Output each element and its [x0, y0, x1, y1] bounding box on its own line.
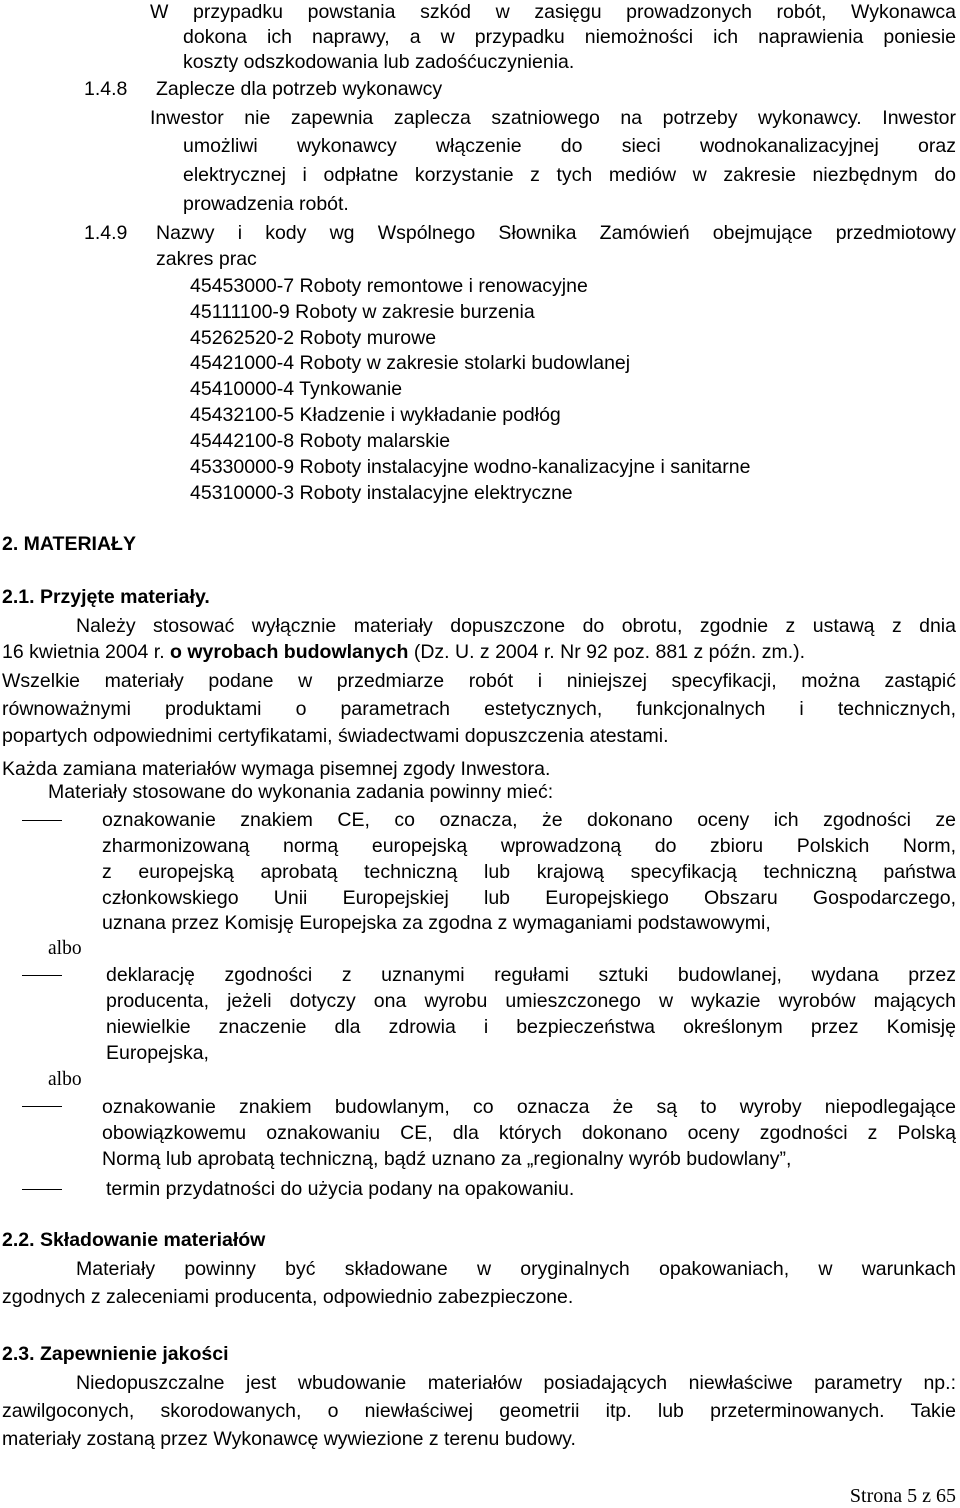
code-item: 45262520-2 Roboty murowe: [190, 327, 437, 349]
dash-bullet-icon: [22, 1189, 62, 1190]
bullet-line: Normą lub aprobatą techniczną, bądź uznano za „regionalny wyrób budowlany”,: [102, 1148, 792, 1170]
chapter-heading: 2. MATERIAŁY: [2, 533, 136, 555]
code-item: 45111100-9 Roboty w zakresie burzenia: [190, 301, 535, 323]
bullet-line: zharmonizowaną normą europejską wprowadzoną do zbioru Polskich Norm,: [102, 835, 956, 857]
section-title: Zaplecze dla potrzeb wykonawcy: [156, 78, 443, 100]
bullet-line: deklarację zgodności z uznanymi regułami sztuki budowlanej, wydana przez: [106, 964, 956, 986]
paragraph-line: zawilgoconych, skorodowanych, o niewłaściwej geometrii itp. lub przeterminowanych. Takie: [2, 1400, 956, 1422]
section-heading: 2.1. Przyjęte materiały.: [2, 586, 210, 608]
section-number: 1.4.8: [84, 78, 128, 100]
bullet-line: oznakowanie znakiem budowlanym, co oznacza że są to wyroby niepodlegające: [102, 1096, 956, 1118]
bullet-line: uznana przez Komisję Europejska za zgodna z wymaganiami podstawowymi,: [102, 912, 771, 934]
section-heading: 2.2. Składowanie materiałów: [2, 1229, 266, 1251]
paragraph-line: prowadzenia robót.: [183, 193, 349, 215]
paragraph-line: Niedopuszczalne jest wbudowanie materiałów posiadających niewłaściwe parametry np.:: [76, 1372, 956, 1394]
paragraph-line: popartych odpowiednimi certyfikatami, świadectwami dopuszczenia atestami.: [2, 725, 669, 747]
paragraph-line: dokona ich naprawy, a w przypadku niemożności ich naprawienia poniesie: [183, 26, 956, 48]
bullet-line: członkowskiego Unii Europejskiej lub Europejskiego Obszaru Gospodarczego,: [102, 887, 956, 909]
connector-word: albo: [48, 938, 82, 959]
dash-bullet-icon: [22, 820, 62, 821]
paragraph-line: elektrycznej i odpłatne korzystanie z tych mediów w zakresie niezbędnym do: [183, 164, 956, 186]
act-title: o wyrobach budowlanych: [170, 641, 409, 663]
code-item: 45453000-7 Roboty remontowe i renowacyjne: [190, 275, 588, 297]
code-item: 45330000-9 Roboty instalacyjne wodno-kanalizacyjne i sanitarne: [190, 456, 751, 478]
code-item: 45442100-8 Roboty malarskie: [190, 430, 451, 452]
page-number: Strona 5 z 65: [849, 1485, 956, 1507]
paragraph-line: równoważnymi produktami o parametrach estetycznych, funkcjonalnych i technicznych,: [2, 698, 956, 720]
bullet-line: z europejską aprobatą techniczną lub krajową specyfikacją techniczną państwa: [102, 861, 956, 883]
section-number: 1.4.9: [84, 222, 128, 244]
code-item: 45410000-4 Tynkowanie: [190, 378, 403, 400]
code-item: 45432100-5 Kładzenie i wykładanie podłóg: [190, 404, 561, 426]
bullet-line: termin przydatności do użycia podany na opakowaniu.: [106, 1178, 575, 1200]
section-heading: 2.3. Zapewnienie jakości: [2, 1343, 229, 1365]
bullet-line: Europejska,: [106, 1042, 209, 1064]
paragraph-line: Inwestor nie zapewnia zaplecza szatniowego na potrzeby wykonawcy. Inwestor: [150, 107, 956, 129]
code-item: 45421000-4 Roboty w zakresie stolarki budowlanej: [190, 352, 631, 374]
paragraph-line: [2, 640, 805, 664]
section-title: zakres prac: [156, 248, 257, 270]
paragraph-line: materiały zostaną przez Wykonawcę wywiezione z terenu budowy.: [2, 1428, 576, 1450]
code-item: 45310000-3 Roboty instalacyjne elektryczne: [190, 482, 573, 504]
paragraph-line: Należy stosować wyłącznie materiały dopuszczone do obrotu, zgodnie z ustawą z dnia: [76, 615, 956, 637]
bullet-line: obowiązkowemu oznakowaniu CE, dla których dokonano oceny zgodności z Polską: [102, 1122, 956, 1144]
dash-bullet-icon: [22, 1106, 62, 1107]
paragraph-line: koszty odszkodowania lub zadośćuczynienia.: [183, 51, 575, 73]
connector-word: albo: [48, 1069, 82, 1090]
bullet-line: niewielkie znaczenie dla zdrowia i bezpieczeństwa określonym przez Komisję: [106, 1016, 956, 1038]
section-title: Nazwy i kody wg Wspólnego Słownika Zamówień obejmujące przedmiotowy: [156, 222, 956, 244]
paragraph-line: Każda zamiana materiałów wymaga pisemnej zgody Inwestora.: [2, 758, 551, 780]
paragraph-line: umożliwi wykonawcy włączenie do sieci wodnokanalizacyjnej oraz: [183, 135, 956, 157]
paragraph-text: (Dz. U. z 2004 r. Nr 92 poz. 881 z późn. zm.).: [408, 641, 806, 663]
dash-bullet-icon: [22, 975, 62, 976]
bullet-line: oznakowanie znakiem CE, co oznacza, że dokonano oceny ich zgodności ze: [102, 809, 956, 831]
paragraph-line: Wszelkie materiały podane w przedmiarze robót i niniejszej specyfikacji, można zastąpić: [2, 670, 956, 692]
paragraph-line: W przypadku powstania szkód w zasięgu prowadzonych robót, Wykonawca: [150, 1, 956, 23]
paragraph-line: Materiały stosowane do wykonania zadania powinny mieć:: [48, 781, 554, 803]
paragraph-text: 16 kwietnia 2004 r.: [2, 641, 171, 663]
bullet-line: producenta, jeżeli dotyczy ona wyrobu umieszczonego w wykazie wyrobów mających: [106, 990, 956, 1012]
paragraph-line: Materiały powinny być składowane w oryginalnych opakowaniach, w warunkach: [76, 1258, 956, 1280]
paragraph-line: zgodnych z zaleceniami producenta, odpowiednio zabezpieczone.: [2, 1286, 574, 1308]
